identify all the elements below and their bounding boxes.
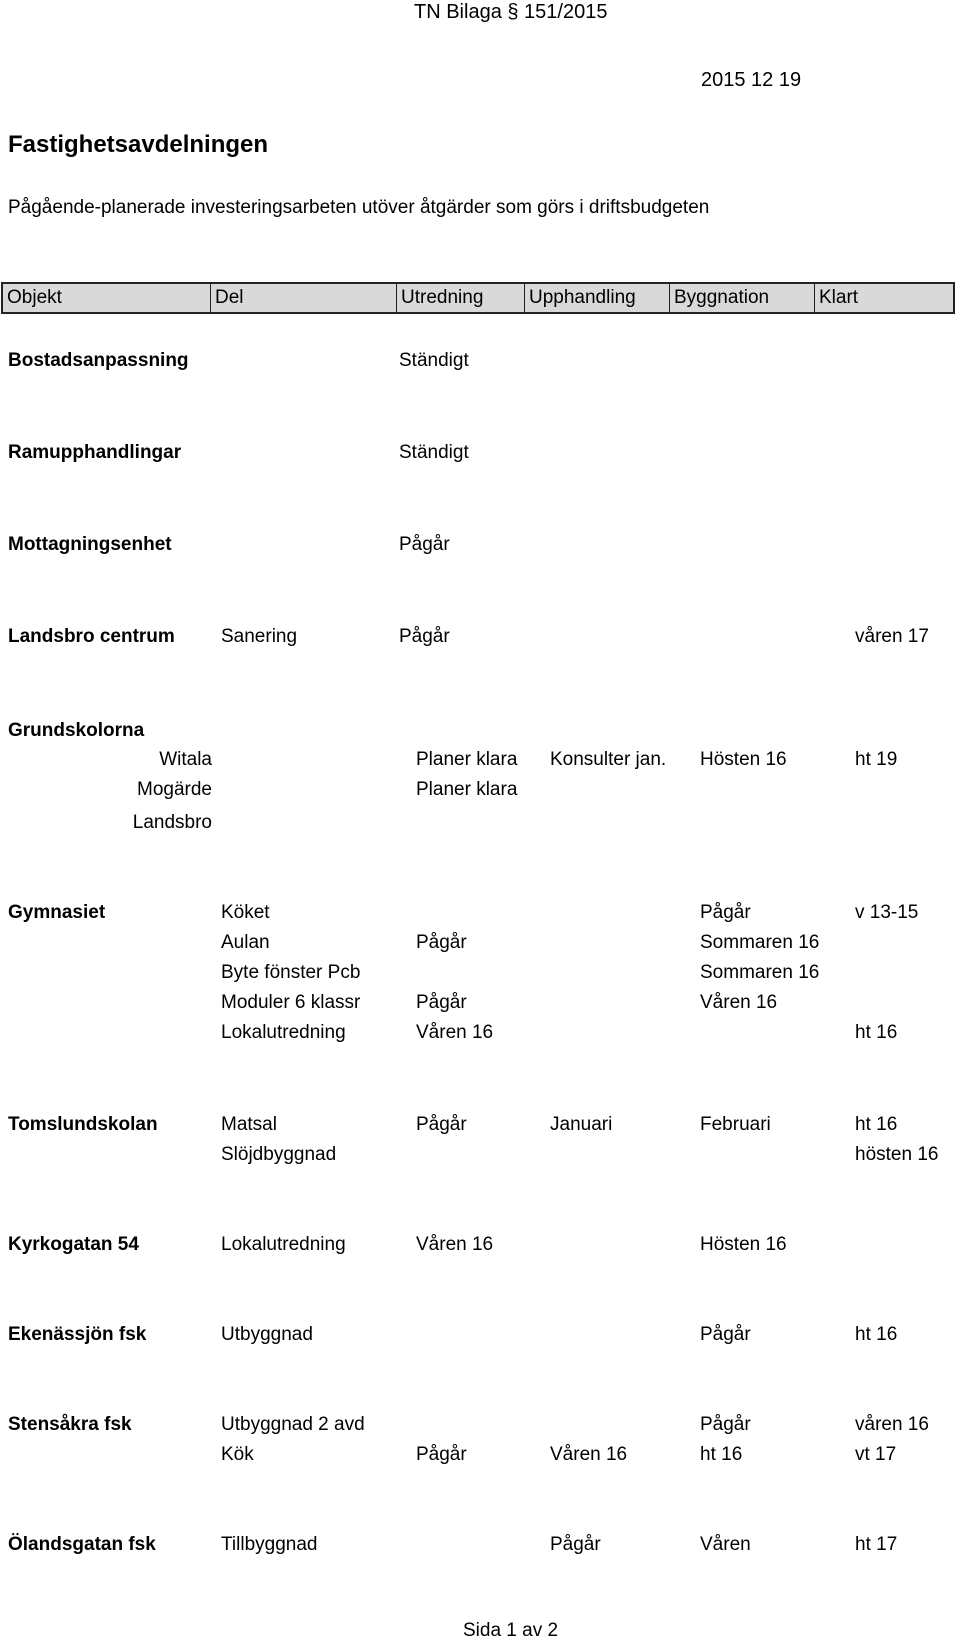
table-row-objekt: Ramupphandlingar: [8, 442, 182, 463]
table-cell-upphandling: Januari: [550, 1114, 613, 1135]
table-row-objekt: Kyrkogatan 54: [8, 1234, 139, 1255]
table-cell-del: Kök: [221, 1444, 254, 1465]
table-row-sub: Mogärde: [137, 779, 212, 800]
table-cell-byggnation: Hösten 16: [700, 749, 787, 770]
table-cell-byggnation: Våren: [700, 1534, 751, 1555]
table-cell-klart: v 13-15: [855, 902, 919, 923]
table-cell-klart: ht 19: [855, 749, 898, 770]
table-header: [1, 282, 955, 314]
table-cell-klart: hösten 16: [855, 1144, 939, 1165]
table-cell-utredning: Pågår: [399, 534, 450, 555]
table-cell-klart: våren 16: [855, 1414, 929, 1435]
header-byggnation: Byggnation: [670, 284, 815, 312]
table-cell-byggnation: Våren 16: [700, 992, 778, 1013]
department-title: Fastighetsavdelningen: [8, 131, 269, 158]
table-cell-del: Aulan: [221, 932, 270, 953]
table-cell-byggnation: Pågår: [700, 902, 751, 923]
table-cell-byggnation: Sommaren 16: [700, 962, 820, 983]
table-cell-upphandling: Pågår: [550, 1534, 601, 1555]
table-cell-del: Köket: [221, 902, 270, 923]
table-row-objekt: Mottagningsenhet: [8, 534, 172, 555]
table-cell-del: Lokalutredning: [221, 1234, 346, 1255]
document-subtitle: Pågående-planerade investeringsarbeten utöver åtgärder som görs i driftsbudgeten: [8, 197, 710, 218]
table-cell-utredning: Ständigt: [399, 350, 469, 371]
header-klart: Klart: [819, 287, 859, 308]
table-cell-utredning: Våren 16: [416, 1022, 494, 1043]
table-row-objekt: Ölandsgatan fsk: [8, 1534, 156, 1555]
table-row-sub: Witala: [159, 749, 212, 770]
table-row-sub: Landsbro: [132, 812, 212, 833]
table-cell-klart: våren 17: [855, 626, 929, 647]
table-cell-del: Matsal: [221, 1114, 277, 1135]
table-cell-del: Byte fönster Pcb: [221, 962, 361, 983]
table-cell-utredning: Planer klara: [416, 749, 518, 770]
table-cell-klart: ht 16: [855, 1324, 898, 1345]
table-cell-del: Tillbyggnad: [221, 1534, 318, 1555]
table-cell-upphandling: Konsulter jan.: [550, 749, 667, 770]
document-date: 2015 12 19: [701, 69, 802, 91]
table-cell-utredning: Pågår: [416, 1114, 467, 1135]
document-reference: TN Bilaga § 151/2015: [414, 1, 608, 23]
table-cell-del: Moduler 6 klassr: [221, 992, 361, 1013]
table-cell-utredning: Våren 16: [416, 1234, 494, 1255]
table-cell-byggnation: Februari: [700, 1114, 771, 1135]
table-row-objekt: Tomslundskolan: [8, 1114, 158, 1135]
header-utredning: Utredning: [397, 284, 525, 312]
table-row-objekt: Gymnasiet: [8, 902, 106, 923]
table-row-objekt: Bostadsanpassning: [8, 350, 189, 371]
table-cell-byggnation: Hösten 16: [700, 1234, 787, 1255]
table-cell-klart: ht 16: [855, 1022, 898, 1043]
table-cell-utredning: Pågår: [416, 1444, 467, 1465]
table-cell-byggnation: ht 16: [700, 1444, 743, 1465]
table-cell-byggnation: Sommaren 16: [700, 932, 820, 953]
table-row-objekt: Grundskolorna: [8, 720, 145, 741]
table-row-objekt: Stensåkra fsk: [8, 1414, 132, 1435]
header-del: Del: [211, 284, 397, 312]
table-cell-utredning: Pågår: [416, 992, 467, 1013]
table-row-objekt: Landsbro centrum: [8, 626, 175, 647]
table-cell-klart: vt 17: [855, 1444, 897, 1465]
table-cell-utredning: Pågår: [416, 932, 467, 953]
table-cell-del: Utbyggnad: [221, 1324, 313, 1345]
table-cell-klart: ht 17: [855, 1534, 898, 1555]
table-cell-del: Lokalutredning: [221, 1022, 346, 1043]
header-objekt: Objekt: [3, 284, 211, 312]
table-cell-byggnation: Pågår: [700, 1324, 751, 1345]
table-cell-del: Utbyggnad 2 avd: [221, 1414, 365, 1435]
table-cell-utredning: Planer klara: [416, 779, 518, 800]
page-footer: Sida 1 av 2: [463, 1620, 559, 1641]
table-cell-byggnation: Pågår: [700, 1414, 751, 1435]
table-cell-utredning: Ständigt: [399, 442, 469, 463]
table-cell-klart: ht 16: [855, 1114, 898, 1135]
table-row-objekt: Ekenässjön fsk: [8, 1324, 147, 1345]
table-cell-del: Sanering: [221, 626, 298, 647]
table-cell-utredning: Pågår: [399, 626, 450, 647]
table-cell-upphandling: Våren 16: [550, 1444, 628, 1465]
header-upphandling: Upphandling: [525, 284, 670, 312]
table-cell-del: Slöjdbyggnad: [221, 1144, 337, 1165]
